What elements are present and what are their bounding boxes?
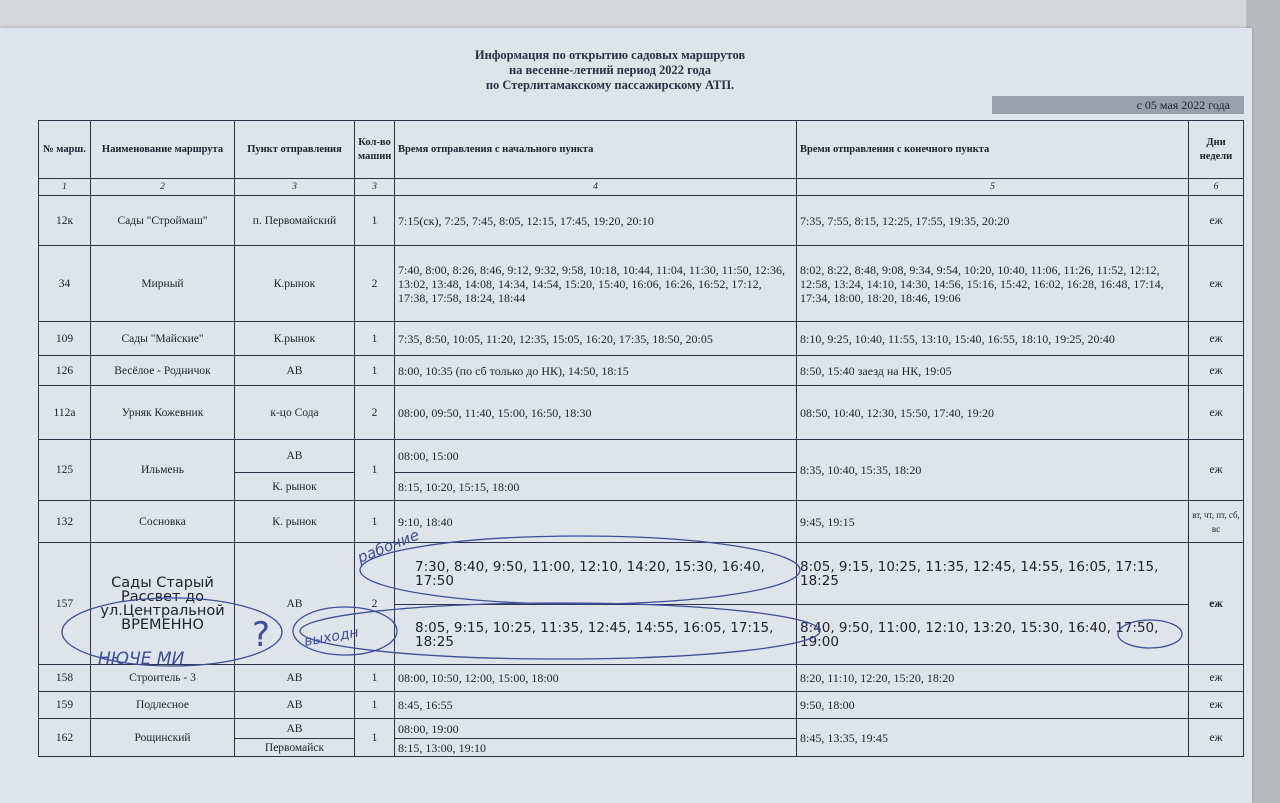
end-times: 8:45, 13:35, 19:45 — [797, 719, 1189, 757]
days: еж — [1189, 322, 1244, 356]
end-times: 8:20, 11:10, 12:20, 15:20, 18:20 — [797, 665, 1189, 692]
weekend-end-times: 8:40, 9:50, 11:00, 12:10, 13:20, 15:30, 16:40, 17:50, 19:00 — [797, 605, 1189, 665]
vehicle-count: 1 — [355, 196, 395, 246]
route-number: 125 — [39, 440, 91, 501]
route-name: Строитель - 3 — [91, 665, 235, 692]
column-number: 6 — [1189, 179, 1244, 196]
route-number: 159 — [39, 692, 91, 719]
question-mark-icon: ? — [252, 615, 271, 655]
header-from-start: Время отправления с начального пункта — [395, 121, 797, 179]
header-departure-point: Пункт отправления — [235, 121, 355, 179]
end-times: 8:50, 15:40 заезд на НК, 19:05 — [797, 356, 1189, 386]
column-number: 4 — [395, 179, 797, 196]
start-times: 08:00, 19:00 — [395, 719, 797, 739]
departure-point: К. рынок — [235, 473, 355, 501]
days: еж — [1189, 543, 1244, 665]
route-name-line: ВРЕМЕННО — [121, 616, 204, 633]
header-from-end: Время отправления с конечного пункта — [797, 121, 1189, 179]
end-times: 9:50, 18:00 — [797, 692, 1189, 719]
end-times: 9:45, 19:15 — [797, 501, 1189, 543]
title-line-3: по Стерлитамакскому пассажирскому АТП. — [485, 78, 735, 92]
weekday-end-times: 8:05, 9:15, 10:25, 11:35, 12:45, 14:55, 16:05, 17:15, 18:25 — [797, 543, 1189, 605]
header-vehicles: Кол-во машин — [355, 121, 395, 179]
column-number: 3 — [355, 179, 395, 196]
route-number: 132 — [39, 501, 91, 543]
route-number: 126 — [39, 356, 91, 386]
note-weekday: рабочие — [354, 525, 422, 567]
days: еж — [1189, 246, 1244, 322]
route-name: Рощинский — [91, 719, 235, 757]
route-number: 162 — [39, 719, 91, 757]
days: еж — [1189, 356, 1244, 386]
route-name-line: ул.Центральной — [100, 602, 225, 619]
route-name: Подлесное — [91, 692, 235, 719]
start-times: 7:40, 8:00, 8:26, 8:46, 9:12, 9:32, 9:58, 10:18, 10:44, 11:04, 11:30, 11:50, 12:36, 13:02, 13:48, 14:08, 14:34, 14:54, 15:20, 15:40, 16:06, 16:26, 16:52, 17:12, 17:38, 17:58, 18:24, 18:44 — [395, 246, 797, 322]
column-number: 3 — [235, 179, 355, 196]
route-name: Сады "Строймаш" — [91, 196, 235, 246]
route-number: 158 — [39, 665, 91, 692]
pen-annotations — [0, 28, 1252, 803]
departure-point: Первомайск — [235, 739, 355, 757]
departure-point: К. рынок — [235, 501, 355, 543]
note-weekend: выходн — [302, 624, 360, 650]
route-name: Сосновка — [91, 501, 235, 543]
vehicle-count: 1 — [355, 322, 395, 356]
end-times: 8:10, 9:25, 10:40, 11:55, 13:10, 15:40, 16:55, 18:10, 19:25, 20:40 — [797, 322, 1189, 356]
effective-date: с 05 мая 2022 года — [992, 96, 1244, 114]
vehicle-count: 1 — [355, 719, 395, 757]
start-times: 9:10, 18:40 — [395, 501, 797, 543]
route-name-line: Сады Старый — [111, 574, 214, 591]
vehicle-count: 1 — [355, 440, 395, 501]
start-times: 08:00, 09:50, 11:40, 15:00, 16:50, 18:30 — [395, 386, 797, 440]
column-number: 1 — [39, 179, 91, 196]
end-times: 8:35, 10:40, 15:35, 18:20 — [797, 440, 1189, 501]
column-number: 2 — [91, 179, 235, 196]
title-line-1: Информация по открытию садовых маршрутов — [474, 48, 746, 62]
departure-point: АВ — [235, 665, 355, 692]
vehicle-count: 2 — [355, 246, 395, 322]
start-times: 7:15(ск), 7:25, 7:45, 8:05, 12:15, 17:45, 19:20, 20:10 — [395, 196, 797, 246]
route-name: Урняк Кожевник — [91, 386, 235, 440]
route-name: Мирный — [91, 246, 235, 322]
start-times: 08:00, 15:00 — [395, 440, 797, 473]
start-times: 8:00, 10:35 (по сб только до НК), 14:50, 18:15 — [395, 356, 797, 386]
end-times: 8:02, 8:22, 8:48, 9:08, 9:34, 9:54, 10:20, 10:40, 11:06, 11:26, 11:52, 12:12, 12:58, 13:24, 14:10, 14:30, 14:56, 15:16, 15:42, 16:02, 16:28, 16:48, 17:14, 17:34, 18:00, 18:20, 18:46, 19:06 — [797, 246, 1189, 322]
departure-point: п. Первомайский — [235, 196, 355, 246]
weekend-times-circle — [300, 603, 820, 659]
route-name-line: Рассвет до — [121, 588, 204, 605]
departure-point: АВ — [235, 543, 355, 665]
note-scrawl: НЮЧЕ МИ — [98, 649, 185, 669]
start-times: 8:45, 16:55 — [395, 692, 797, 719]
route-number: 12к — [39, 196, 91, 246]
schedule-sheet — [0, 28, 1252, 803]
weekend-start-times: 8:05, 9:15, 10:25, 11:35, 12:45, 14:55, 16:05, 17:15, 18:25 — [395, 605, 797, 665]
departure-point: АВ — [235, 692, 355, 719]
days: еж — [1189, 440, 1244, 501]
end-times: 7:35, 7:55, 8:15, 12:25, 17:55, 19:35, 20:20 — [797, 196, 1189, 246]
route-number: 112а — [39, 386, 91, 440]
route-name: Ильмень — [91, 440, 235, 501]
days: еж — [1189, 692, 1244, 719]
start-times: 08:00, 10:50, 12:00, 15:00, 18:00 — [395, 665, 797, 692]
route-name: Весёлое - Родничок — [91, 356, 235, 386]
end-times: 08:50, 10:40, 12:30, 15:50, 17:40, 19:20 — [797, 386, 1189, 440]
weekday-start-times: 7:30, 8:40, 9:50, 11:00, 12:10, 14:20, 15:30, 16:40, 17:50 — [395, 543, 797, 605]
last-time-circle — [1118, 620, 1182, 648]
column-number: 5 — [797, 179, 1189, 196]
departure-point: К.рынок — [235, 322, 355, 356]
departure-point: АВ — [235, 356, 355, 386]
days: еж — [1189, 196, 1244, 246]
departure-point: АВ — [235, 440, 355, 473]
days: еж — [1189, 386, 1244, 440]
route-name: Сады "Майские" — [91, 322, 235, 356]
weekday-times-circle — [360, 536, 800, 604]
route-number: 109 — [39, 322, 91, 356]
departure-point: К.рынок — [235, 246, 355, 322]
vehicle-count: 1 — [355, 692, 395, 719]
vehicle-count: 1 — [355, 665, 395, 692]
days: еж — [1189, 665, 1244, 692]
header-days: Дни недели — [1189, 121, 1244, 179]
route-number: 157 — [39, 543, 91, 665]
vehicle-count: 2 — [355, 386, 395, 440]
route-number: 34 — [39, 246, 91, 322]
days: вт, чт, пт, сб, вс — [1189, 501, 1244, 543]
vehicle-count: 2 — [355, 543, 395, 665]
header-route-name: Наименование маршрута — [91, 121, 235, 179]
wall-background — [0, 0, 1280, 30]
header-route-no: № марш. — [39, 121, 91, 179]
start-times: 8:15, 10:20, 15:15, 18:00 — [395, 473, 797, 501]
start-times: 8:15, 13:00, 19:10 — [395, 739, 797, 757]
vehicle-count: 1 — [355, 501, 395, 543]
title-line-2: на весенне-летний период 2022 года — [508, 63, 712, 77]
days: еж — [1189, 719, 1244, 757]
departure-point: АВ — [235, 719, 355, 739]
departure-point: к-цо Сода — [235, 386, 355, 440]
vehicle-count: 1 — [355, 356, 395, 386]
start-times: 7:35, 8:50, 10:05, 11:20, 12:35, 15:05, 16:20, 17:35, 18:50, 20:05 — [395, 322, 797, 356]
